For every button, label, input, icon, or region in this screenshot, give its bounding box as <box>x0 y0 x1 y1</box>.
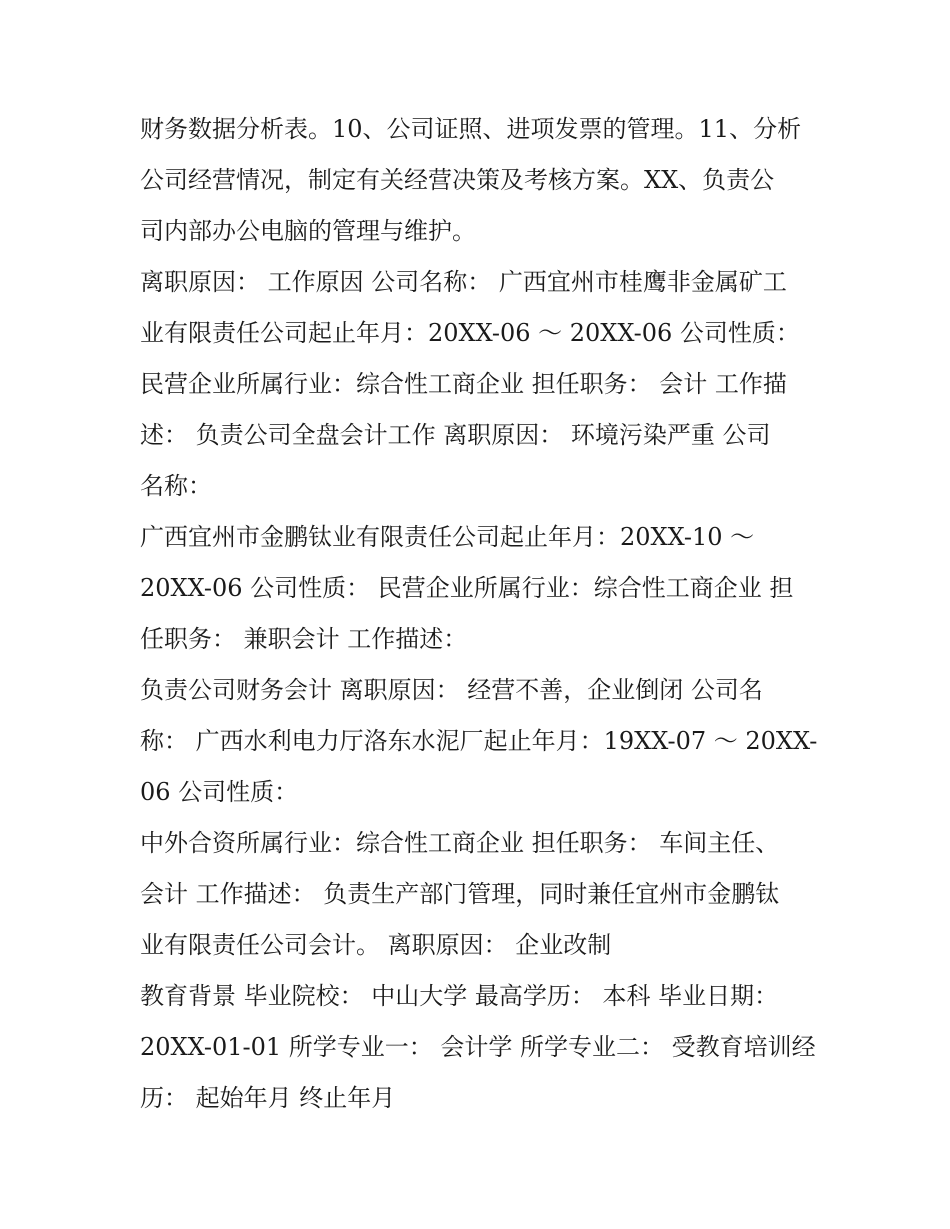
text-line: 司内部办公电脑的管理与维护。 <box>140 217 476 245</box>
text-line: 20XX-06 公司性质： 民营企业所属行业：综合性工商企业 担 <box>140 574 794 602</box>
text-line: 会计 工作描述： 负责生产部门管理，同时兼任宜州市金鹏钛 <box>140 880 780 908</box>
text-line: 离职原因： 工作原因 公司名称： 广西宜州市桂鹰非金属矿工 <box>140 268 787 296</box>
text-line: 业有限责任公司起止年月：20XX-06 ～ 20XX-06 公司性质： <box>140 319 800 347</box>
text-line: 名称： <box>140 472 212 500</box>
text-line: 广西宜州市金鹏钛业有限责任公司起止年月：20XX-10 ～ <box>140 523 755 551</box>
text-line: 教育背景 毕业院校： 中山大学 最高学历： 本科 毕业日期： <box>140 982 779 1010</box>
text-line: 任职务： 兼职会计 工作描述： <box>140 625 468 653</box>
paragraph-education <box>140 971 840 1124</box>
document-body <box>140 104 840 1124</box>
text-line: 公司经营情况，制定有关经营决策及考核方案。XX、负责公 <box>140 166 775 194</box>
paragraph-job-luodong-cement <box>140 665 840 818</box>
text-line: 20XX-01-01 所学专业一： 会计学 所学专业二： 受教育培训经 <box>140 1033 816 1061</box>
text-line: 历： 起始年月 终止年月 <box>140 1084 396 1112</box>
text-line: 06 公司性质： <box>140 778 299 806</box>
text-line: 述： 负责公司全盘会计工作 离职原因： 环境污染严重 公司 <box>140 421 771 449</box>
paragraph-duties-continued <box>140 104 840 257</box>
text-line: 财务数据分析表。10、公司证照、进项发票的管理。11、分析 <box>140 115 802 143</box>
text-line: 负责公司财务会计 离职原因： 经营不善，企业倒闭 公司名 <box>140 676 763 704</box>
text-line: 民营企业所属行业：综合性工商企业 担任职务： 会计 工作描 <box>140 370 787 398</box>
paragraph-job-jinpeng-titanium <box>140 512 840 665</box>
paragraph-job-guilin-eagle <box>140 257 840 512</box>
text-line: 业有限责任公司会计。 离职原因： 企业改制 <box>140 931 612 959</box>
text-line: 称： 广西水利电力厅洛东水泥厂起止年月：19XX-07 ～ 20XX- <box>140 727 818 755</box>
text-line: 中外合资所属行业：综合性工商企业 担任职务： 车间主任、 <box>140 829 780 857</box>
paragraph-job-luodong-details <box>140 818 840 971</box>
